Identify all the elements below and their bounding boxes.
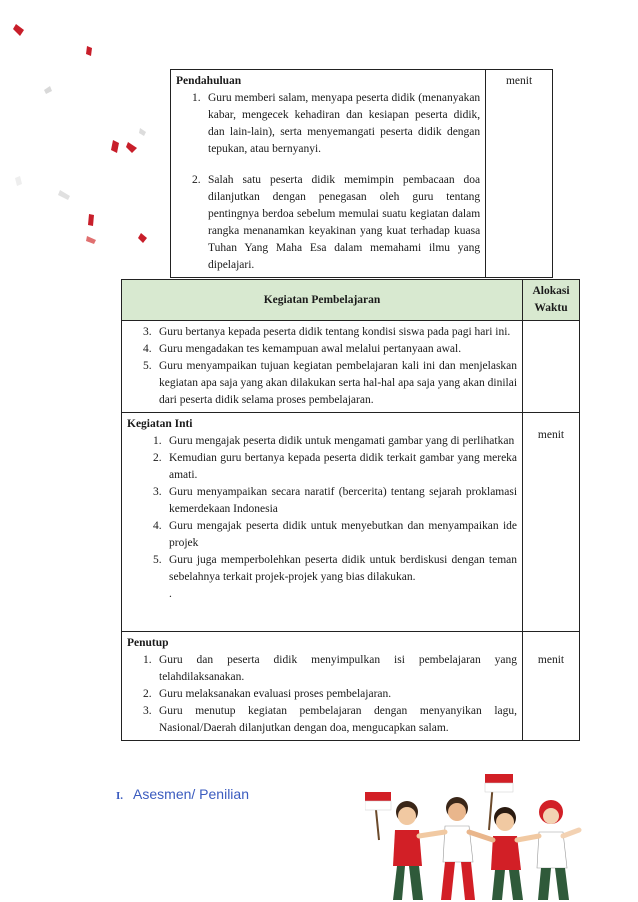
- item-number: 2.: [192, 174, 201, 186]
- item-number: 3.: [143, 705, 152, 717]
- opening-activities-table: [170, 69, 553, 278]
- item-number: 1.: [192, 92, 201, 104]
- time-cell: [523, 632, 580, 741]
- item-number: 4.: [153, 520, 162, 532]
- activity-cell: [122, 632, 523, 741]
- activity-list: [176, 90, 480, 274]
- list-item: [137, 484, 517, 518]
- item-text: Guru melaksanakan evaluasi proses pembelajaran.: [159, 688, 392, 700]
- section-title-kegiatan-inti: Kegiatan Inti: [127, 418, 193, 430]
- item-text: Guru mengajak peserta didik untuk menyebutkan dan menyampaikan ide projek: [169, 520, 518, 549]
- section-title: Asesmen/ Penilian: [133, 786, 249, 802]
- activity-cell: [122, 413, 523, 632]
- item-text: Guru menutup kegiatan pembelajaran dengan menyanyikan lagu, Nasional/Daerah dilanjutkan dengan doa, mengucapkan salam.: [159, 705, 518, 734]
- table-row: [122, 413, 580, 632]
- item-text: Guru dan peserta didik menyimpulkan isi pembelajaran yang telahdilaksanakan.: [159, 654, 518, 683]
- list-item: [137, 518, 517, 552]
- activity-list: [127, 324, 517, 409]
- activity-list: [127, 652, 517, 737]
- item-number: 2.: [143, 688, 152, 700]
- section-title-pendahuluan: Pendahuluan: [176, 75, 242, 87]
- item-text: Salah satu peserta didik memimpin pembacaan doa dilanjutkan dengan penegasan oleh guru tentang pentingnya berdoa sebelum memulai suatu kegiatan dalam rangka menanamkan keyakinan yang kuat terhadap kuasa Tuhan Yang Maha Esa dalam memahami ilmu yang dipelajari.: [208, 174, 481, 271]
- table-header-row: [122, 280, 580, 321]
- time-value: menit: [537, 654, 565, 666]
- list-item: [127, 358, 517, 409]
- item-number: 4.: [143, 343, 152, 355]
- list-item: [176, 90, 480, 158]
- item-number: 5.: [153, 554, 162, 566]
- item-text: Guru memberi salam, menyapa peserta didik (menanyakan kabar, mengecek kehadiran dan kesiapan peserta didik, dan lain-lain), serta menyemangati peserta didik dengan tepukan, atau bernyanyi.: [208, 92, 481, 155]
- item-number: 5.: [143, 360, 152, 372]
- list-item-trailing: .: [169, 588, 172, 600]
- list-item: [127, 341, 517, 358]
- time-value: menit: [537, 429, 565, 441]
- section-title-penutup: Penutup: [127, 637, 169, 649]
- children-flags-illustration: [365, 770, 590, 902]
- list-item: [137, 433, 517, 450]
- list-item: [127, 324, 517, 341]
- item-text: Guru menyampaikan secara naratif (bercerita) tentang sejarah proklamasi kemerdekaan Indonesia: [169, 486, 518, 515]
- item-text: Kemudian guru bertanya kepada peserta didik terkait gambar yang mereka amati.: [169, 452, 518, 481]
- item-text: Guru mengadakan tes kemampuan awal melalui pertanyaan awal.: [159, 343, 462, 355]
- list-item: [137, 552, 517, 586]
- time-cell: menit: [486, 70, 553, 278]
- table-row: [171, 70, 553, 278]
- section-marker: I.: [116, 790, 124, 802]
- activity-cell: [122, 321, 523, 413]
- section-heading-assessment: [116, 786, 249, 802]
- list-item: [137, 450, 517, 484]
- item-text: Guru juga memperbolehkan peserta didik untuk berdiskusi dengan teman sebelahnya terkait projek-projek yang bias dilakukan.: [169, 554, 518, 583]
- activity-list: [127, 433, 517, 603]
- header-time: Alokasi Waktu: [523, 280, 580, 321]
- item-number: 1.: [143, 654, 152, 666]
- table-row: [122, 321, 580, 413]
- list-item: [127, 703, 517, 737]
- item-text: Guru mengajak peserta didik untuk mengamati gambar yang di perlihatkan: [169, 435, 515, 447]
- item-number: 2.: [153, 452, 162, 464]
- list-item: [176, 172, 480, 274]
- item-text: Guru bertanya kepada peserta didik tentang kondisi siswa pada pagi hari ini.: [159, 326, 511, 338]
- item-number: 3.: [143, 326, 152, 338]
- item-number: 1.: [153, 435, 162, 447]
- list-item: [127, 686, 517, 703]
- time-cell: [523, 321, 580, 413]
- confetti-decoration: [0, 0, 170, 260]
- header-activity: Kegiatan Pembelajaran: [122, 280, 523, 321]
- item-text: Guru menyampaikan tujuan kegiatan pembelajaran kali ini dan menjelaskan kegiatan apa saja yang akan dilakukan serta hal-hal apa saja yang akan dinilai dari peserta didik selama proses pembelajaran.: [159, 360, 518, 406]
- table-row: [122, 632, 580, 741]
- activity-cell: [171, 70, 486, 278]
- learning-activities-table: [121, 279, 580, 741]
- time-cell: [523, 413, 580, 632]
- spacer: [176, 158, 480, 172]
- list-item: [127, 652, 517, 686]
- item-number: 3.: [153, 486, 162, 498]
